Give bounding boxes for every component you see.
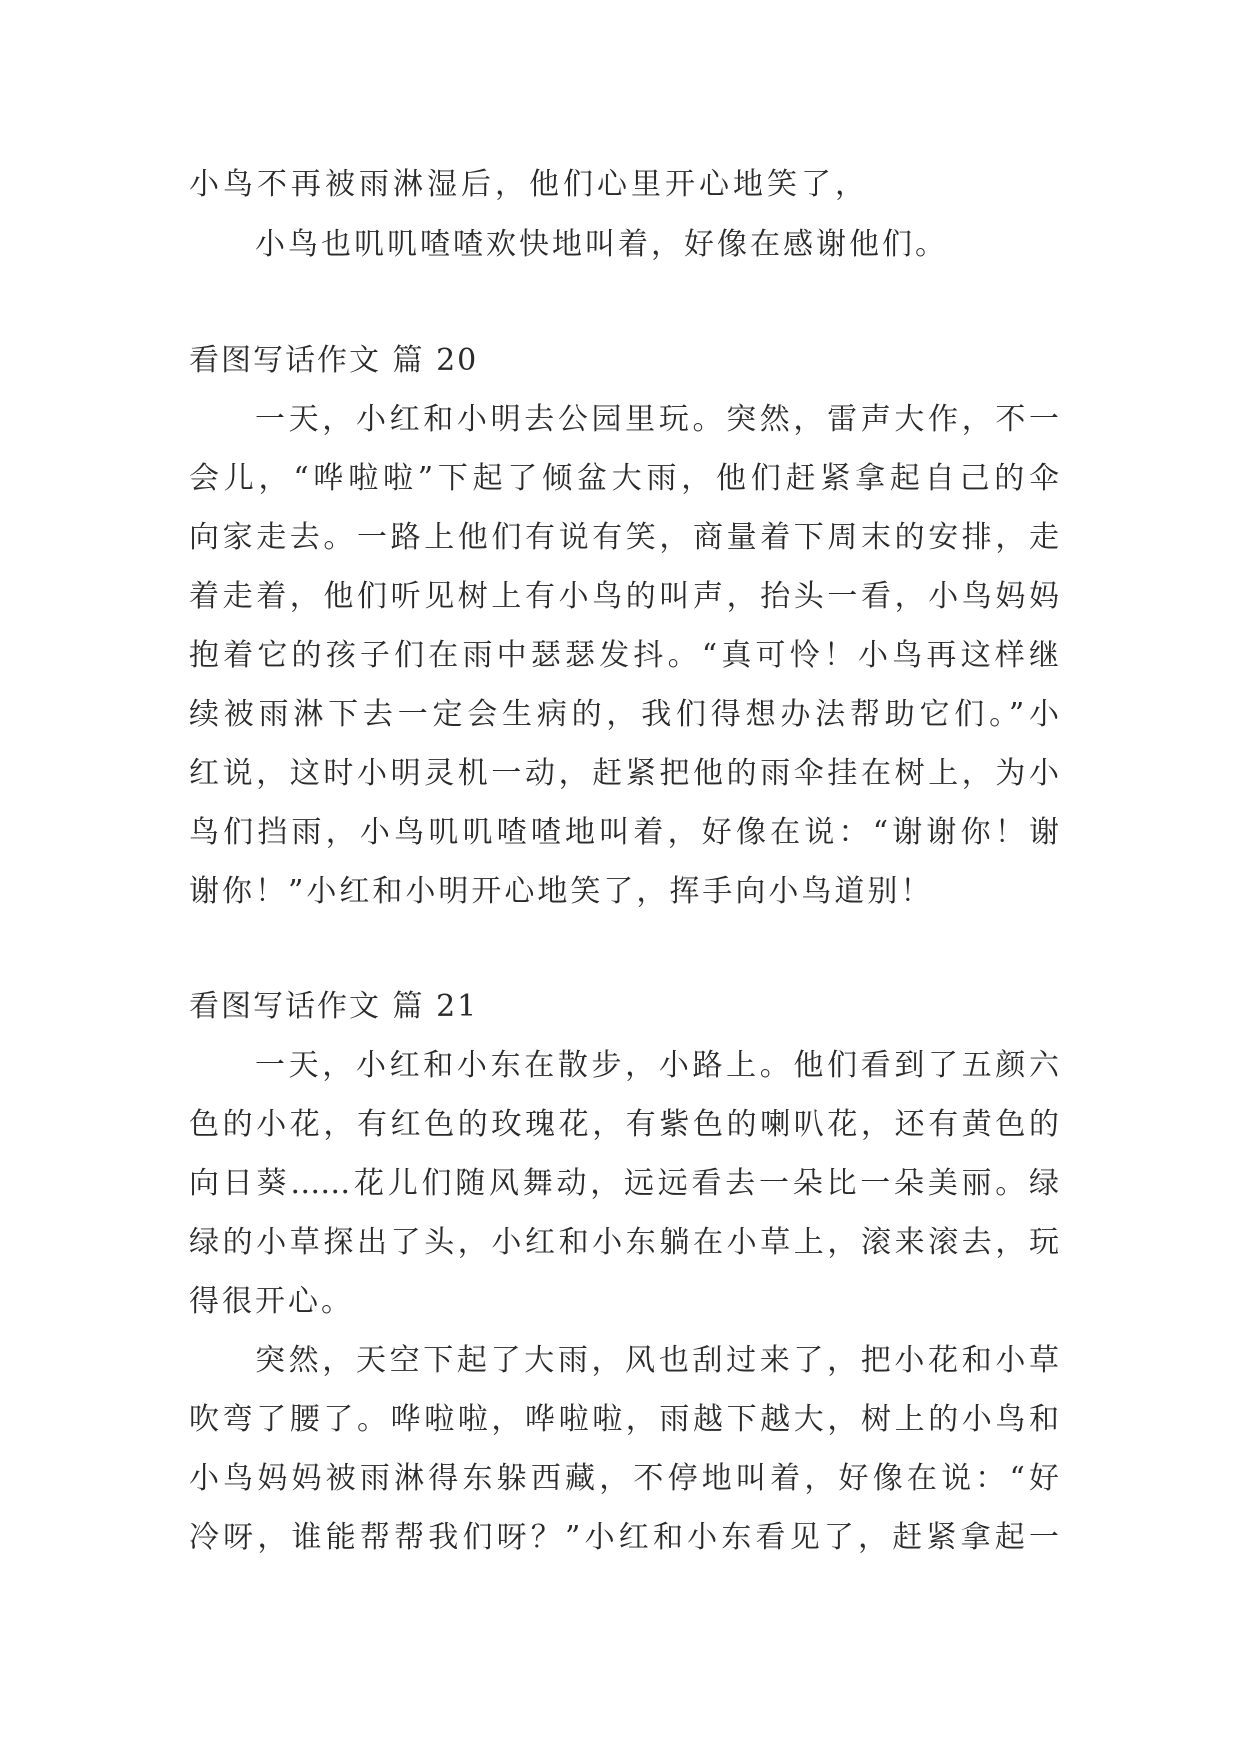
paragraph-line: 色的小花，有红色的玫瑰花，有紫色的喇叭花，还有黄色的 [189,1107,1059,1142]
paragraph-line: 吹弯了腰了。哗啦啦，哗啦啦，雨越下越大，树上的小鸟和 [189,1402,1059,1437]
paragraph-line: 得很开心。 [189,1284,354,1319]
paragraph-line: 向家走去。一路上他们有说有笑，商量着下周末的安排，走 [189,520,1059,555]
section-title: 看图写话作文 篇 21 [189,989,479,1024]
paragraph-line: 突然，天空下起了大雨，风也刮过来了，把小花和小草 [255,1343,1059,1378]
paragraph-line: 着走着，他们听见树上有小鸟的叫声，抬头一看，小鸟妈妈 [189,579,1059,614]
paragraph-line: 一天，小红和小明去公园里玩。突然，雷声大作，不一 [255,402,1059,437]
paragraph-line: 小鸟不再被雨淋湿后，他们心里开心地笑了， [189,167,869,202]
paragraph-line: 红说，这时小明灵机一动，赶紧把他的雨伞挂在树上，为小 [189,756,1059,791]
paragraph-line: 会儿，“哗啦啦”下起了倾盆大雨，他们赶紧拿起自己的伞 [189,461,1059,496]
paragraph-line: 绿的小草探出了头，小红和小东躺在小草上，滚来滚去，玩 [189,1225,1059,1260]
paragraph-line: 小鸟妈妈被雨淋得东躲西藏，不停地叫着，好像在说：“好 [189,1461,1059,1496]
paragraph-line: 续被雨淋下去一定会生病的，我们得想办法帮助它们。”小 [189,697,1059,732]
paragraph-line: 抱着它的孩子们在雨中瑟瑟发抖。“真可怜！小鸟再这样继 [189,638,1059,673]
paragraph-line: 一天，小红和小东在散步，小路上。他们看到了五颜六 [255,1048,1059,1083]
paragraph-line: 向日葵……花儿们随风舞动，远远看去一朵比一朵美丽。绿 [189,1166,1059,1201]
paragraph-line: 冷呀，谁能帮帮我们呀？”小红和小东看见了，赶紧拿起一 [189,1520,1059,1555]
section-title: 看图写话作文 篇 20 [189,343,479,378]
paragraph-line: 鸟们挡雨，小鸟叽叽喳喳地叫着，好像在说：“谢谢你！谢 [189,815,1059,850]
paragraph-line: 谢你！”小红和小明开心地笑了，挥手向小鸟道别！ [189,874,934,909]
paragraph-line: 小鸟也叽叽喳喳欢快地叫着，好像在感谢他们。 [255,227,948,262]
